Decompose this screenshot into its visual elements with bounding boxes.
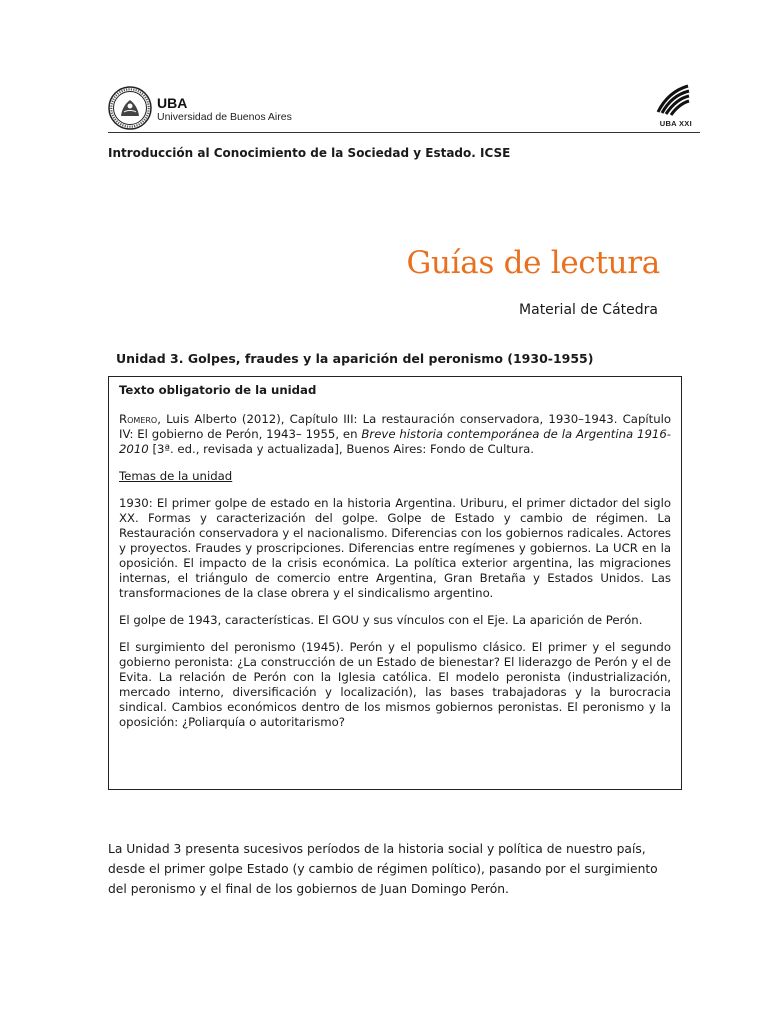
topic-paragraph: El surgimiento del peronismo (1945). Perón y el populismo clásico. El primer y el segundo gobierno peronista: ¿La construcción de un Estado de bienestar? El liderazgo de Perón y el de Evita. La relación de Perón con la Iglesia católica. El modelo peronista (industrialización, mercado interno, diversificación y localización), las bases trabajadoras y la burocracia sindical. Cambios económicos dentro de los mismos gobiernos peronistas. El peronismo y la oposición: ¿Poliarquía o autoritarismo?: [119, 640, 671, 729]
uba-title: UBA: [157, 95, 188, 111]
uba-subtitle: Universidad de Buenos Aires: [157, 111, 292, 123]
box-title: Texto obligatorio de la unidad: [119, 383, 317, 397]
reference-text: , Luis Alberto (2012), Capítulo III: La restauración conservadora, 1930–1943. Capítulo IV: El gobierno de Perón, 1943– 1955, en: [119, 412, 671, 441]
topic-paragraph: El golpe de 1943, características. El GOU y sus vínculos con el Eje. La aparición de Perón.: [119, 613, 643, 627]
reading-box: [108, 376, 682, 790]
unit-introduction: La Unidad 3 presenta sucesivos períodos de la historia social y política de nuestro país, desde el primer golpe Estado (y cambio de régimen político), pasando por el surgimiento del peronismo y el final de los gobiernos de Juan Domingo Perón.: [108, 842, 658, 896]
course-title: Introducción al Conocimiento de la Sociedad y Estado. ICSE: [108, 146, 511, 160]
uba-xxi-logo-icon: [656, 82, 690, 116]
reference-author: Romero: [119, 412, 158, 426]
uba-xxi-label: UBA XXI: [659, 119, 692, 128]
header-divider: [108, 132, 700, 133]
reference-edition: [3ª. ed., revisada y actualizada], Buenos Aires: Fondo de Cultura.: [148, 442, 534, 456]
page-header: [108, 82, 700, 137]
page-subtitle: Material de Cátedra: [519, 302, 658, 318]
topics-label: Temas de la unidad: [119, 469, 233, 483]
university-seal-icon: [108, 86, 152, 130]
unit-heading: Unidad 3. Golpes, fraudes y la aparición del peronismo (1930-1955): [116, 351, 594, 366]
page-title: Guías de lectura: [406, 245, 660, 281]
topic-paragraph: 1930: El primer golpe de estado en la historia Argentina. Uriburu, el primer dictador del siglo XX. Formas y caracterización del golpe. Golpe de Estado y cambio de régimen. La Restauración conservadora y el nacionalismo. Diferencias con los gobiernos radicales. Actores y proyectos. Fraudes y proscripciones. Diferencias entre regímenes y gobiernos. La UCR en la oposición. El impacto de la crisis económica. La política exterior argentina, las migraciones internas, el triángulo de comercio entre Argentina, Gran Bretaña y Estados Unidos. Las transformaciones de la clase obrera y el sindicalismo argentino.: [119, 496, 672, 600]
reference-book-title: Breve historia contemporánea de la Argentina 1916-2010: [119, 427, 671, 456]
reference-citation: [119, 412, 671, 457]
uba-wordmark: [157, 96, 292, 123]
